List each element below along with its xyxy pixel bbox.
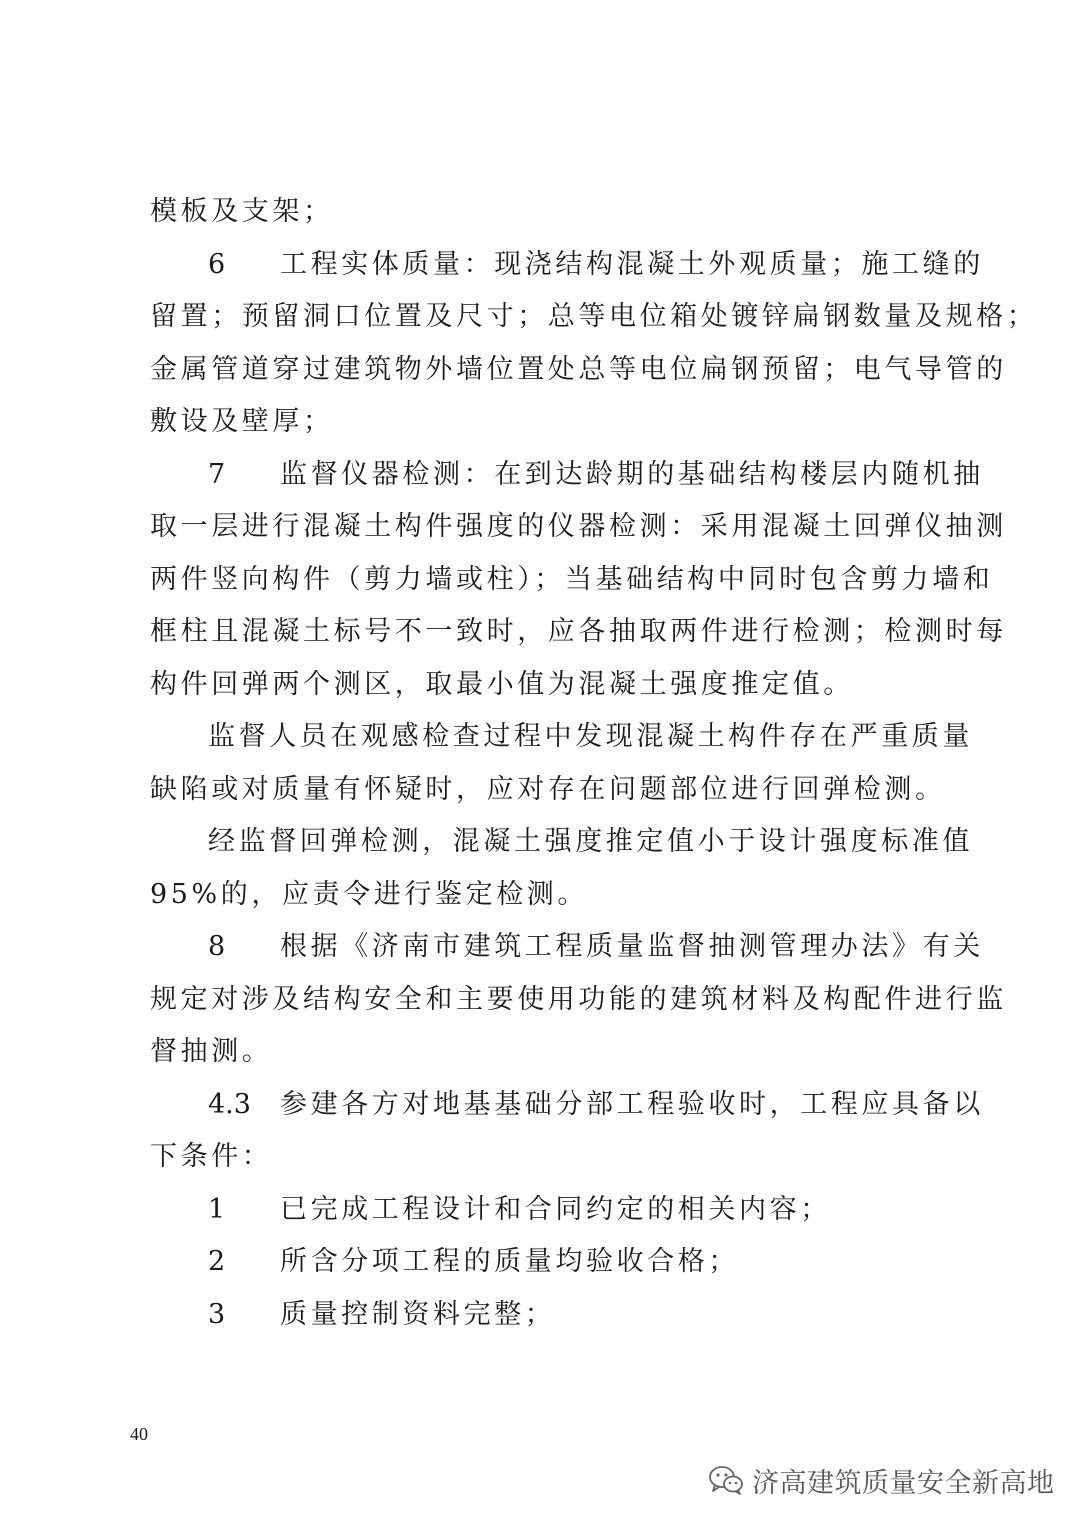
list-item-1 bbox=[150, 1184, 950, 1237]
section-4-3 bbox=[150, 1079, 984, 1132]
text-line: 所含分项工程的质量均验收合格； bbox=[280, 1246, 739, 1277]
text-line: 框柱且混凝土标号不一致时，应各抽取两件进行检测；检测时每 bbox=[150, 616, 1007, 647]
page-number: 40 bbox=[130, 1424, 148, 1444]
paragraph-start: 经监督回弹检测，混凝土强度推定值小于设计强度标准值 bbox=[208, 826, 973, 857]
item-number: 8 bbox=[208, 931, 226, 962]
paragraph-start: 监督人员在观感检查过程中发现混凝土构件存在严重质量 bbox=[208, 721, 973, 752]
item-number: 7 bbox=[208, 458, 226, 490]
text-line: 金属管道穿过建筑物外墙位置处总等电位扁钢预留；电气导管的 bbox=[150, 353, 1007, 385]
list-item-7 bbox=[150, 449, 984, 502]
item-number: 2 bbox=[208, 1246, 226, 1277]
text-line: 监督仪器检测：在到达龄期的基础结构楼层内随机抽 bbox=[280, 458, 984, 490]
section-number: 4.3 bbox=[208, 1088, 251, 1120]
list-item-6 bbox=[150, 239, 984, 292]
text-line: 已完成工程设计和合同约定的相关内容； bbox=[280, 1193, 831, 1225]
list-item-8 bbox=[150, 921, 984, 974]
text-line: 敷设及壁厚； bbox=[150, 406, 334, 437]
item-number: 3 bbox=[208, 1298, 226, 1330]
text-line: 取一层进行混凝土构件强度的仪器检测：采用混凝土回弹仪抽测 bbox=[150, 511, 1007, 542]
wechat-icon bbox=[708, 1464, 744, 1496]
watermark-text: 济高建筑质量安全新高地 bbox=[752, 1467, 1055, 1499]
text-line: 构件回弹两个测区，取最小值为混凝土强度推定值。 bbox=[150, 668, 854, 700]
text-line: 模板及支架； bbox=[150, 196, 334, 227]
text-line: 下条件： bbox=[150, 1141, 273, 1172]
text-line: 参建各方对地基基础分部工程验收时，工程应具备以 bbox=[280, 1088, 984, 1120]
text-line: 质量控制资料完整； bbox=[280, 1298, 556, 1330]
text-line: 督抽测。 bbox=[150, 1036, 273, 1067]
text-line: 缺陷或对质量有怀疑时，应对存在问题部位进行回弹检测。 bbox=[150, 773, 946, 805]
document-body bbox=[150, 186, 1038, 1341]
text-line: 留置；预留洞口位置及尺寸；总等电位箱处镀锌扁钢数量及规格； bbox=[150, 301, 1038, 332]
list-item-2 bbox=[150, 1236, 950, 1289]
item-number: 6 bbox=[208, 248, 226, 280]
item-number: 1 bbox=[208, 1193, 226, 1225]
list-item-3 bbox=[150, 1289, 950, 1342]
text-line: 根据《济南市建筑工程质量监督抽测管理办法》有关 bbox=[280, 931, 984, 962]
text-line: 工程实体质量：现浇结构混凝土外观质量；施工缝的 bbox=[280, 248, 984, 280]
text-line: 规定对涉及结构安全和主要使用功能的建筑材料及构配件进行监 bbox=[150, 983, 1007, 1015]
text-line: 两件竖向构件（剪力墙或柱）；当基础结构中同时包含剪力墙和 bbox=[150, 563, 994, 595]
watermark bbox=[708, 1460, 1055, 1500]
text-line: 95%的，应责令进行鉴定检测。 bbox=[150, 878, 589, 910]
